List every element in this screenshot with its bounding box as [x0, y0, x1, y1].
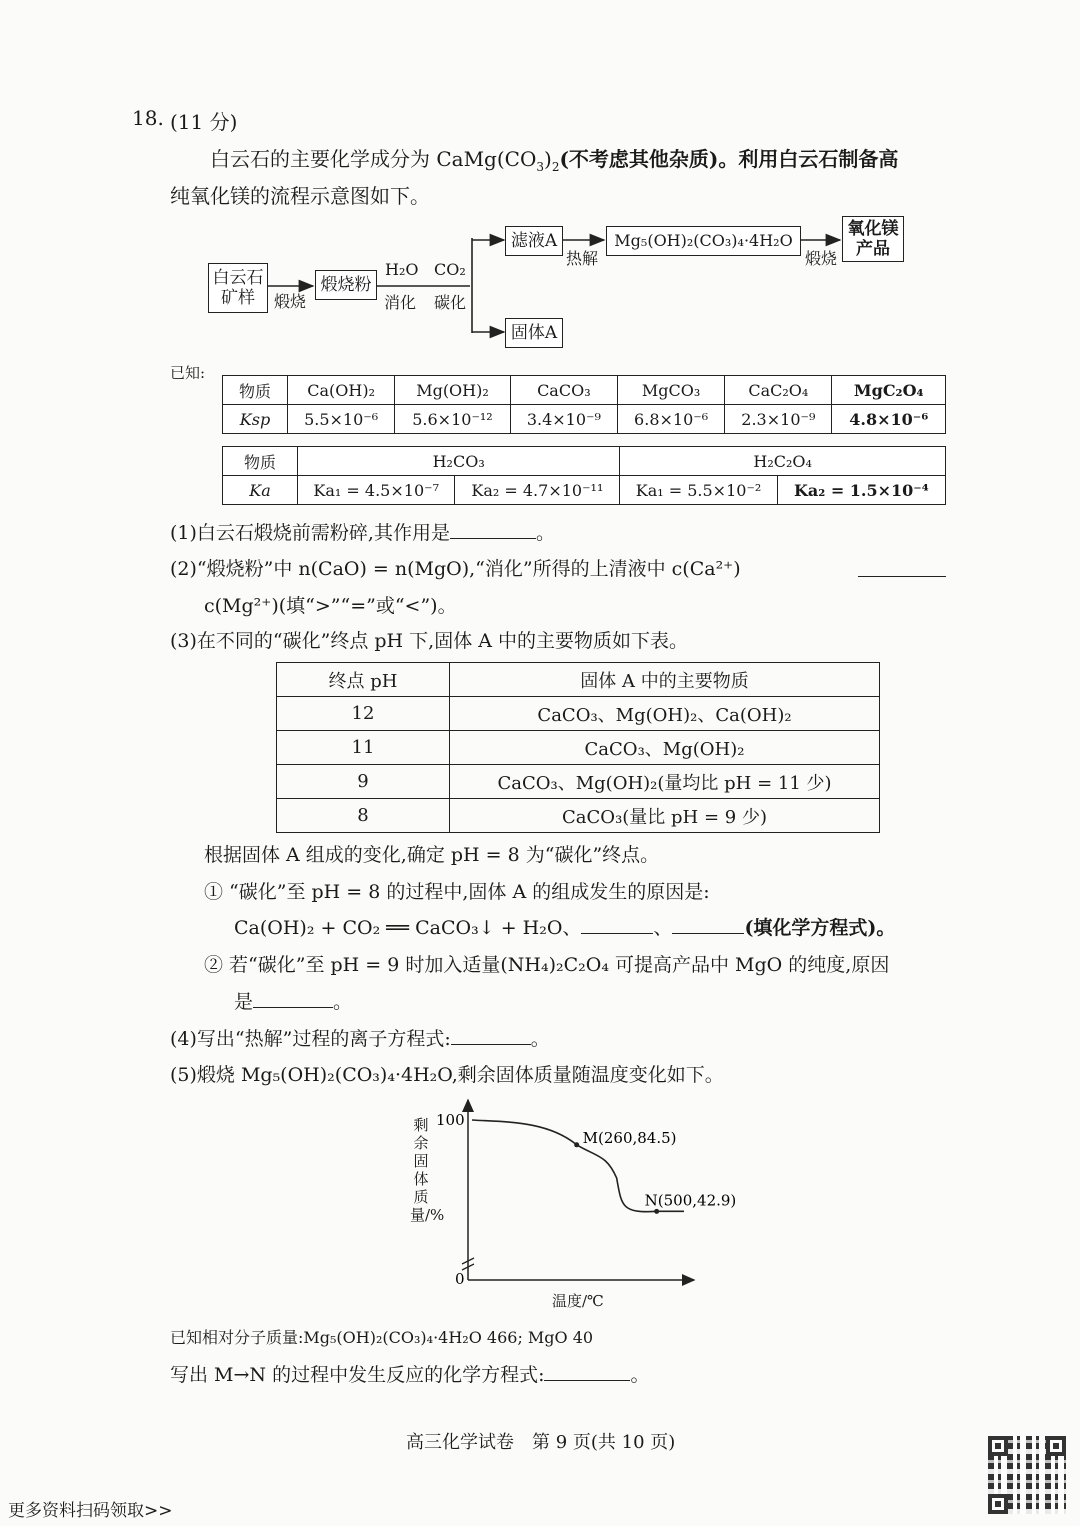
flow-solid-box: 固体A	[505, 318, 563, 348]
q3-sub1-equation: Ca(OH)₂ + CO₂ ══ CaCO₃↓ + H₂O、 、 (填化学方程式)。	[234, 917, 896, 939]
q2-line-2: c(Mg²⁺)(填“>”“=”或“<”)。	[204, 595, 457, 617]
known-label: 已知:	[170, 364, 206, 382]
ksp-value-cell: 5.5×10⁻⁶	[288, 405, 395, 434]
q5-note: 已知相对分子质量:Mg₅(OH)₂(CO₃)₄·4H₂O 466; MgO 40	[170, 1328, 594, 1347]
ka-value-row	[223, 476, 946, 505]
y-tick-label: 0	[455, 1270, 465, 1288]
q3-sub2-line2: 是 。	[234, 991, 353, 1013]
flow-filtrate-box: 滤液A	[505, 226, 563, 256]
flow-slake-label: 消化	[384, 293, 417, 312]
ph-substances: CaCO₃(量比 pH = 9 少)	[450, 799, 880, 833]
ksp-table	[222, 375, 946, 434]
ksp-value-cell: 5.6×10⁻¹²	[395, 405, 511, 434]
y-tick-label: 100	[436, 1111, 465, 1129]
point-m-label: M(260,84.5)	[582, 1128, 677, 1147]
ka-header-row	[223, 447, 946, 476]
ksp-value-cell: 4.8×10⁻⁶	[832, 405, 946, 434]
question-number: 18.	[132, 106, 164, 130]
ph-row	[277, 765, 880, 799]
ph-header-cell: 固体 A 中的主要物质	[450, 663, 880, 697]
ksp-header-cell: Ca(OH)₂	[288, 376, 395, 405]
q1-answer-blank[interactable]	[450, 520, 536, 539]
ph-value: 8	[277, 799, 450, 833]
flow-carbonate-label: 碳化	[434, 293, 467, 312]
ph-value: 9	[277, 765, 450, 799]
flow-ore-box: 白云石 矿样	[208, 263, 268, 313]
ksp-value-cell: 6.8×10⁻⁶	[617, 405, 724, 434]
ksp-header-cell: MgC₂O₄	[832, 376, 946, 405]
flow-intermediate-box: Mg₅(OH)₂(CO₃)₄·4H₂O	[606, 226, 801, 256]
ph-row	[277, 697, 880, 731]
y-axis-label: 剩余固体质量/%	[410, 1116, 445, 1224]
q5-text: (5)煅烧 Mg₅(OH)₂(CO₃)₄·4H₂O,剩余固体质量随温度变化如下。	[170, 1064, 724, 1086]
q4-answer-blank[interactable]	[451, 1026, 531, 1045]
question-points: (11 分)	[170, 110, 238, 134]
flow-product-box: 氧化镁 产品	[842, 216, 904, 262]
ph-substances: CaCO₃、Mg(OH)₂(量均比 pH = 11 少)	[450, 765, 880, 799]
ksp-header-cell: MgCO₃	[617, 376, 724, 405]
ka-value-cell: Ka₁ = 5.5×10⁻²	[620, 476, 777, 505]
ksp-row-label: Ksp	[223, 405, 288, 434]
point-m	[574, 1142, 579, 1147]
ka-header-cell: H₂C₂O₄	[620, 447, 946, 476]
page-footer: 高三化学试卷 第 9 页(共 10 页)	[406, 1432, 676, 1453]
mass-temperature-chart	[400, 1092, 737, 1322]
intro-line-2: 纯氧化镁的流程示意图如下。	[170, 184, 430, 208]
q3-intro: (3)在不同的“碳化”终点 pH 下,固体 A 中的主要物质如下表。	[170, 630, 688, 652]
ph-row	[277, 799, 880, 833]
ksp-header-cell: CaC₂O₄	[725, 376, 832, 405]
ksp-header-cell: 物质	[223, 376, 288, 405]
ph-header-cell: 终点 pH	[277, 663, 450, 697]
ka-table	[222, 446, 946, 505]
q3-sub1-blank-2[interactable]	[672, 915, 744, 934]
flow-water-label: H₂O	[385, 260, 419, 279]
q2-answer-blank[interactable]	[858, 558, 946, 577]
ph-row	[277, 731, 880, 765]
q4: (4)写出“热解”过程的离子方程式: 。	[170, 1028, 550, 1050]
flow-co2-label: CO₂	[434, 260, 466, 279]
ka-header-cell: H₂CO₃	[298, 447, 620, 476]
ksp-value-cell: 3.4×10⁻⁹	[510, 405, 617, 434]
flow-calcine-label: 煅烧	[274, 292, 307, 311]
q3-sub2-blank[interactable]	[253, 989, 333, 1008]
ka-value-cell: Ka₂ = 4.7×10⁻¹¹	[455, 476, 620, 505]
q5-answer-blank[interactable]	[544, 1362, 630, 1381]
flow-pyrolysis-label: 热解	[566, 249, 599, 268]
ksp-header-cell: Mg(OH)₂	[395, 376, 511, 405]
ph-value: 12	[277, 697, 450, 731]
ksp-value-row	[223, 405, 946, 434]
ph-header-row	[277, 663, 880, 697]
point-n	[654, 1209, 659, 1214]
ph-substances: CaCO₃、Mg(OH)₂、Ca(OH)₂	[450, 697, 880, 731]
intro-line-1: 白云石的主要化学成分为 $CaMg(CO_3)_2$(不考虑其他杂质)。利用白云石制备高	[210, 147, 899, 174]
qr-code-icon[interactable]	[988, 1436, 1066, 1514]
ph-table	[276, 662, 880, 833]
flow-arrows	[0, 0, 1080, 360]
ph-substances: CaCO₃、Mg(OH)₂	[450, 731, 880, 765]
q3-sub1-line1: ① “碳化”至 pH = 8 的过程中,固体 A 的组成发生的原因是:	[204, 881, 710, 903]
ksp-value-cell: 2.3×10⁻⁹	[725, 405, 832, 434]
flow-calcine2-label: 煅烧	[805, 249, 838, 268]
q1: (1)白云石煅烧前需粉碎,其作用是 。	[170, 522, 555, 544]
q5-ask: 写出 M→N 的过程中发生反应的化学方程式: 。	[170, 1364, 650, 1386]
q3-sub2-line1: ② 若“碳化”至 pH = 9 时加入适量(NH₄)₂C₂O₄ 可提高产品中 MgO 的纯度,原因	[204, 954, 890, 976]
q3-conclusion: 根据固体 A 组成的变化,确定 pH = 8 为“碳化”终点。	[204, 844, 660, 866]
flow-calcined-powder-box: 煅烧粉	[315, 270, 377, 300]
ka-row-label: Ka	[223, 476, 298, 505]
more-resources-link[interactable]: 更多资料扫码领取>>	[8, 1501, 173, 1521]
ka-value-cell: Ka₁ = 4.5×10⁻⁷	[298, 476, 455, 505]
q3-sub1-blank-1[interactable]	[581, 915, 653, 934]
q2-line-1: (2)“煅烧粉”中 n(CaO) = n(MgO),“消化”所得的上清液中 c(Ca²⁺)	[170, 558, 741, 580]
ksp-header-row	[223, 376, 946, 405]
point-n-label: N(500,42.9)	[644, 1191, 737, 1210]
ksp-header-cell: CaCO₃	[510, 376, 617, 405]
x-axis-label: 温度/℃	[552, 1292, 604, 1310]
ka-value-cell: Ka₂ = 1.5×10⁻⁴	[777, 476, 945, 505]
ph-value: 11	[277, 731, 450, 765]
ka-header-cell: 物质	[223, 447, 298, 476]
